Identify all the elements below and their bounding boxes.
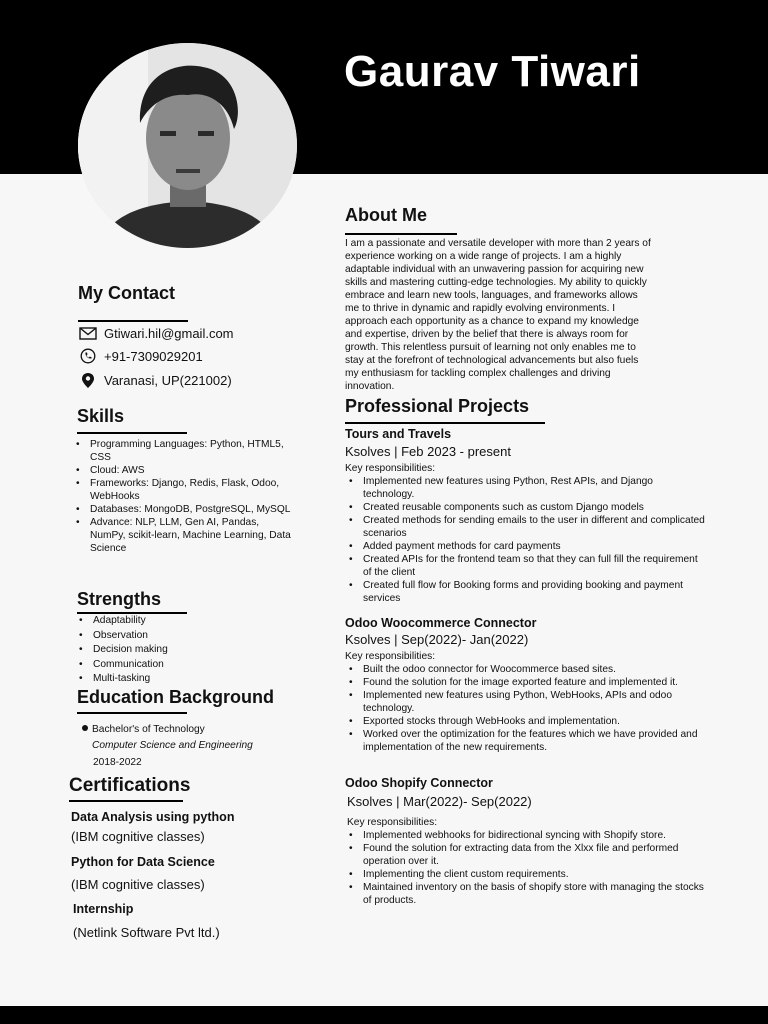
project-resp-label: Key responsibilities: <box>345 463 436 474</box>
strengths-heading: Strengths <box>77 589 162 609</box>
skills-list <box>72 438 297 555</box>
project-title: Tours and Travels <box>345 427 452 441</box>
education-years: 2018-2022 <box>93 757 142 768</box>
education-heading-rule <box>77 712 187 714</box>
list-item: • Implementing the client custom requirements. <box>345 868 707 881</box>
list-item: • Built the odoo connector for Woocommerce based sites. <box>345 663 705 676</box>
project-meta: Ksolves | Sep(2022)- Jan(2022) <box>345 632 529 647</box>
contact-heading-rule <box>78 320 188 322</box>
strengths-list <box>75 614 275 687</box>
certification-source: (IBM cognitive classes) <box>71 829 205 844</box>
about-line: skills and mastering cutting-edge technologies. My ability to quickly <box>345 277 647 288</box>
skills-heading-rule <box>77 432 187 434</box>
location-pin-icon <box>78 372 98 388</box>
list-item: • Databases: MongoDB, PostgreSQL, MySQL <box>72 503 297 516</box>
contact-phone[interactable]: +91-7309029201 <box>104 348 203 364</box>
list-item: • Communication <box>75 658 275 673</box>
list-item: • Found the solution for the image exported feature and implemented it. <box>345 676 705 689</box>
project-resp-list <box>345 475 705 605</box>
about-line: adaptable individual with an unwavering passion for acquiring new <box>345 264 644 275</box>
contact-heading: My Contact <box>78 283 176 303</box>
projects-heading-rule <box>345 422 545 424</box>
list-item: • Advance: NLP, LLM, Gen AI, Pandas, NumPy, scikit-learn, Machine Learning, Data Science <box>72 516 297 555</box>
list-item: • Created APIs for the frontend team so that they can full fill the requirement of the client <box>345 553 705 579</box>
contact-location: Varanasi, UP(221002) <box>104 372 232 388</box>
list-item: • Observation <box>75 629 275 644</box>
about-line: experience working on a wide range of projects. I am a highly <box>345 251 622 262</box>
list-item: • Created reusable components such as custom Django models <box>345 501 705 514</box>
about-line: growth. This relentless pursuit of learning not only enables me to <box>345 342 636 353</box>
education-degree: Bachelor's of Technology <box>92 724 205 735</box>
certification-source: (Netlink Software Pvt ltd.) <box>73 925 220 940</box>
list-item: • Adaptability <box>75 614 275 629</box>
list-item: • Implemented new features using Python, WebHooks, APIs and odoo technology. <box>345 689 705 715</box>
project-resp-list <box>345 829 707 907</box>
envelope-icon <box>78 325 98 341</box>
project-title: Odoo Shopify Connector <box>345 776 493 790</box>
footer-band <box>0 1006 768 1024</box>
about-line: me to thrive in dynamic and rapidly evolving environments. I <box>345 303 616 314</box>
list-item: • Implemented new features using Python, Rest APIs, and Django technology. <box>345 475 705 501</box>
project-meta: Ksolves | Mar(2022)- Sep(2022) <box>347 794 532 809</box>
list-item: • Cloud: AWS <box>72 464 297 477</box>
bullet-icon <box>82 725 88 731</box>
list-item: • Frameworks: Django, Redis, Flask, Odoo, WebHooks <box>72 477 297 503</box>
skills-heading: Skills <box>77 406 125 426</box>
list-item: • Created methods for sending emails to the user in different and complicated scenarios <box>345 514 705 540</box>
education-degree-row <box>82 723 205 736</box>
about-heading: About Me <box>345 205 427 225</box>
contact-location-row <box>78 372 232 388</box>
education-heading: Education Background <box>77 687 275 707</box>
profile-photo <box>78 43 297 248</box>
list-item: • Worked over the optimization for the features which we have provided and implementation of the new requirements. <box>345 728 705 754</box>
education-field: Computer Science and Engineering <box>92 740 253 751</box>
list-item: • Found the solution for extracting data from the Xlxx file and performed operation over it. <box>345 842 707 868</box>
list-item: • Created full flow for Booking forms and providing booking and payment services <box>345 579 705 605</box>
phone-icon <box>78 348 98 364</box>
person-name: Gaurav Tiwari <box>344 47 641 96</box>
list-item: • Maintained inventory on the basis of shopify store with managing the stocks of products. <box>345 881 707 907</box>
certification-title: Data Analysis using python <box>71 810 235 824</box>
list-item: • Multi-tasking <box>75 672 275 687</box>
list-item: • Decision making <box>75 643 275 658</box>
about-line: embrace and learn new tools, languages, and frameworks allows <box>345 290 638 301</box>
project-title: Odoo Woocommerce Connector <box>345 616 537 630</box>
about-line: innovation. <box>345 381 395 392</box>
certifications-heading-rule <box>69 800 183 802</box>
project-resp-label: Key responsibilities: <box>347 817 438 828</box>
list-item: • Exported stocks through WebHooks and implementation. <box>345 715 705 728</box>
projects-heading: Professional Projects <box>345 396 530 416</box>
certifications-heading: Certifications <box>69 775 191 796</box>
about-heading-rule <box>345 233 457 235</box>
about-text <box>345 237 705 393</box>
about-line: I am a passionate and versatile developer with more than 2 years of <box>345 238 651 249</box>
project-meta: Ksolves | Feb 2023 - present <box>345 444 511 459</box>
list-item: • Programming Languages: Python, HTML5, CSS <box>72 438 297 464</box>
about-line: and expertise, driven by the belief that there is always room for <box>345 329 629 340</box>
certification-title: Internship <box>73 902 134 916</box>
about-line: my enthusiasm for tackling complex challenges and driving <box>345 368 611 379</box>
certification-title: Python for Data Science <box>71 855 215 869</box>
contact-email-row[interactable] <box>78 325 234 341</box>
about-line: approach each opportunity as a chance to expand my knowledge <box>345 316 639 327</box>
list-item: • Implemented webhooks for bidirectional syncing with Shopify store. <box>345 829 707 842</box>
list-item: • Added payment methods for card payments <box>345 540 705 553</box>
about-line: stay at the forefront of technological advancements but also fuels <box>345 355 639 366</box>
project-resp-list <box>345 663 705 754</box>
project-resp-label: Key responsibilities: <box>345 651 436 662</box>
certification-source: (IBM cognitive classes) <box>71 877 205 892</box>
contact-email[interactable]: Gtiwari.hil@gmail.com <box>104 325 234 341</box>
contact-phone-row[interactable] <box>78 348 203 364</box>
